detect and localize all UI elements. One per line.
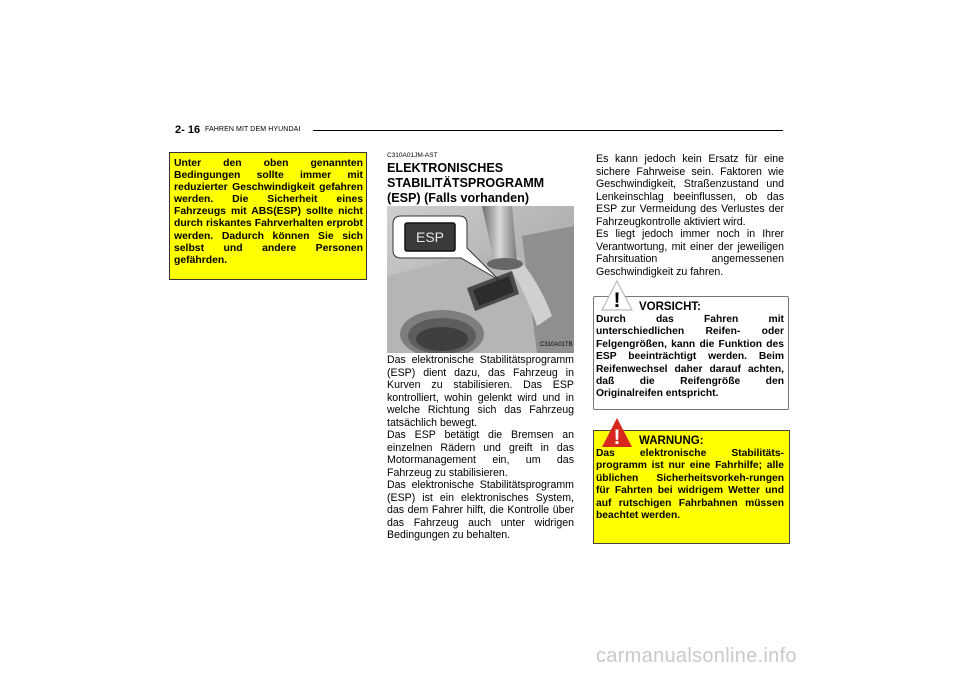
esp-button-label: ESP [415,229,445,245]
safety-note-text: Unter den oben genannten Bedingungen sollte immer mit reduzierter Geschwindigkeit gefahren werden. Die Sicherheit eines Fahrzeugs mit ABS(ESP) sollte nicht durch riskantes Fahrverhalten erprobt werden. Dadurch können Sie sich selbst und andere Personen gefährden. [174,158,363,266]
watermark: carmanualsonline.info [596,645,797,667]
warning-text: Das elektronische Stabilitäts-programm ist nur eine Fahrhilfe; alle üblichen Sicherheitsvorkeh-rungen für Fahrten bei widrigem Wetter und auf rutschigen Fahrbahnen müssen beachtet werden. [596,448,784,522]
running-header: FAHREN MIT DEM HYUNDAI [205,126,301,133]
section-code: C310A01JM-AST [387,152,438,159]
caution-heading: VORSICHT: [639,301,701,313]
warning-heading: WARNUNG: [639,435,704,447]
figure-code: C310A01TB [540,342,573,348]
warning-triangle-icon [601,417,633,448]
esp-limitations-text: Es kann jedoch kein Ersatz für eine sichere Fahrweise sein. Faktoren wie Geschwindigkeit, Straßenzustand und Lenkeinschlag beeinflussen, ob das ESP zur Vermeidung des Verlustes der Fahrzeugkontrolle aktiviert wird. Es liegt jedoch immer noch in Ihrer Verantwortung, mit einer der jeweiligen Fahrsituation angemessenen Geschwindigkeit zu fahren. [596,153,784,278]
esp-description: Das elektronische Stabilitätsprogramm (ESP) dient dazu, das Fahrzeug in Kurven zu stabilisieren. Das ESP kontrolliert, wohin gelenkt wird und in welche Richtung sich das Fahrzeug tatsächlich bewegt. Das ESP betätigt die Bremsen an einzelnen Rädern und greift in das Motormanagement ein, um das Fahrzeug zu stabilisieren. Das elektronische Stabilitätsprogramm (ESP) ist ein elektronisches System, das dem Fahrer hilft, die Kontrolle über das Fahrzeug auch unter widrigen Bedingungen zu behalten. [387,354,574,541]
caution-text: Durch das Fahren mit unterschiedlichen Reifen- oder Felgengrößen, kann die Funktion des ESP beeinträchtigt werden. Beim Reifenwechsel daher darauf achten, daß die Reifengröße den Originalreifen entspricht. [596,314,784,400]
warning-symbol: ! [613,426,621,448]
page-number: 2- 16 [175,124,201,136]
caution-symbol: ! [613,289,621,311]
header-rule [313,130,783,131]
safety-note [169,152,367,280]
esp-button-photo [387,206,574,353]
section-title: ELEKTRONISCHES STABILITÄTSPROGRAMM (ESP) (Falls vorhanden) [387,161,545,205]
warning-triangle-icon [601,280,633,311]
